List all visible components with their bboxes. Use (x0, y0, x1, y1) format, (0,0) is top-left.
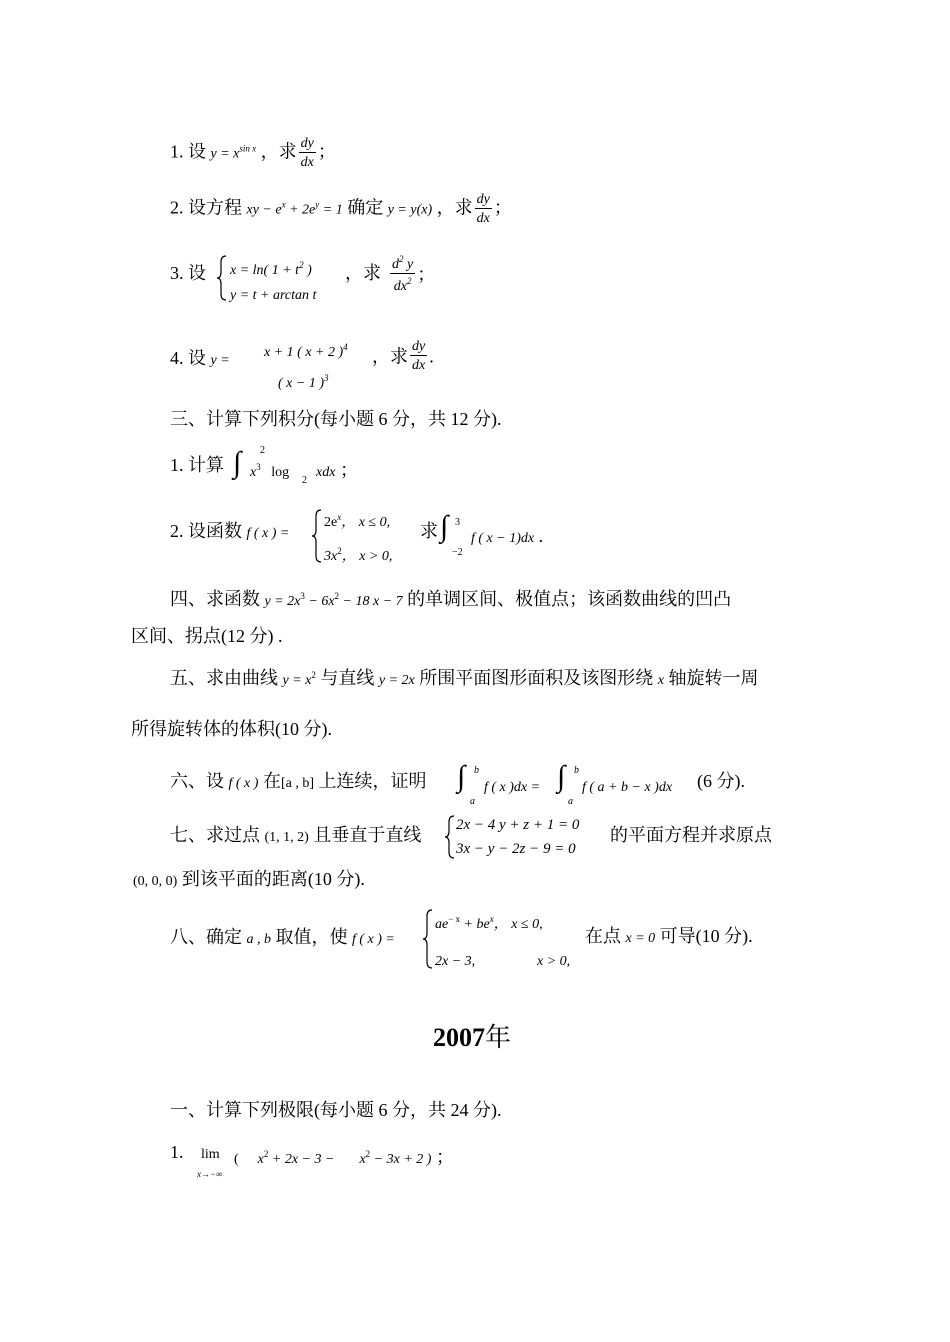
frac-denominator: dx (476, 211, 490, 226)
condition: ， x ≤ 0, (341, 515, 391, 530)
condition: ， x > 0, (341, 549, 393, 564)
word: 确定 (347, 197, 384, 218)
problem-lead: 设 (188, 348, 206, 368)
exponent: sin x (239, 143, 257, 154)
math-expr: y = y(x) (387, 202, 433, 218)
exponent: 3 (256, 462, 261, 472)
limit-body (234, 1148, 454, 1167)
cases-row-1 (435, 913, 543, 932)
integral-lower: a (470, 796, 475, 807)
frac-numerator: d (392, 257, 399, 272)
section-5-line-2: 所得旋转体的体积(10 分). (131, 719, 332, 739)
exponent: 2 (337, 546, 342, 556)
integral-upper: 3 (455, 517, 460, 528)
section-7-line-1 (170, 826, 421, 845)
left-brace (444, 814, 456, 860)
problem-4-ask (372, 340, 434, 373)
math-expr: y = t + arctan t (230, 288, 317, 303)
frac-numerator: dy (300, 136, 314, 151)
math-expr: − 3x + 2 ) (370, 1152, 432, 1167)
punct: . (538, 526, 544, 546)
section-8-line-end (585, 927, 753, 946)
math-expr: − 18 x − 7 (339, 594, 403, 609)
exponent: 2 (365, 1149, 371, 1159)
math-expr: 3x (324, 549, 338, 564)
math-expr: f ( x )dx = (484, 780, 541, 795)
limit-subscript: x→−∞ (197, 1169, 223, 1179)
integral-body (471, 527, 543, 546)
math-expr: f ( x − 1)dx (471, 531, 535, 546)
math-expr: f ( x ) = (246, 526, 290, 541)
math-expr: f ( x ) = (352, 932, 395, 947)
problem-4-top (264, 341, 348, 360)
section-3-q1 (170, 456, 224, 474)
math-expr: f ( a + b − x )dx (582, 780, 673, 795)
problem-number: 1. (170, 455, 184, 475)
frac-denominator: dx (393, 279, 407, 294)
exponent: 3 (300, 591, 305, 601)
score-text: (6 分). (697, 771, 745, 791)
integral-sign: ∫ (457, 760, 466, 793)
fraction (390, 255, 415, 294)
section-7-line-2 (133, 870, 365, 889)
fraction (475, 193, 492, 226)
problem-lead: 设 (188, 263, 206, 283)
math-expr: x (657, 673, 664, 688)
math-expr: a , b (246, 932, 271, 947)
text: 轴旋转一周 (668, 668, 759, 688)
problem-number: 1. (170, 1142, 184, 1162)
exponent: x (489, 914, 494, 924)
frac-numerator: dy (476, 192, 490, 207)
math-expr: ae (435, 917, 449, 932)
text: 与直线 (320, 668, 375, 688)
text: 且垂直于直线 (313, 825, 422, 845)
text: 八、确定 (170, 927, 242, 947)
problem-number: 4. (170, 348, 184, 368)
punct: ； (339, 460, 358, 480)
exponent: 2 (311, 670, 316, 680)
problem-number: 2. (170, 521, 184, 541)
punct: . (429, 346, 434, 367)
math-expr: x (257, 1152, 264, 1167)
year-suffix: 年 (485, 1023, 512, 1052)
math-expr: x (250, 465, 257, 480)
cases-row-2 (435, 950, 475, 969)
integral-upper: b (474, 765, 479, 776)
cases-row-2 (230, 284, 316, 303)
text: 的单调区间、极值点；该函数曲线的凹凸 (407, 589, 732, 609)
exponent: x (281, 199, 286, 210)
math-expr: = 1 (319, 202, 343, 218)
math-expr: [a , b] (280, 776, 314, 791)
next-section-title: 一、计算下列极限(每小题 6 分，共 24 分). (170, 1100, 502, 1120)
text: 所围平面图形面积及该图形绕 (419, 668, 654, 688)
exponent: 2 (399, 254, 404, 264)
text: 六、设 (170, 771, 224, 791)
problem-3-ask (345, 264, 381, 282)
ask-text: ，求 (345, 263, 381, 283)
section-6-line (170, 772, 426, 791)
math-expr: 2x − 3, (435, 954, 476, 969)
limit-text: lim (201, 1147, 220, 1162)
math-expr: 2e (324, 515, 338, 530)
math-expr: x = ln( 1 + t (230, 263, 300, 278)
cases-row-2-cond (537, 950, 570, 969)
integral-body (250, 461, 289, 480)
math-expr: x (359, 1152, 366, 1167)
section-4-line-2: 区间、拐点(12 分) . (131, 626, 283, 646)
system-eq-2: 3x − y − 2z − 9 = 0 (456, 841, 576, 857)
ask-text: ，求 (436, 197, 473, 218)
punct: ； (493, 197, 512, 218)
cases-row-1 (230, 259, 312, 278)
math-expr: y = (210, 353, 230, 368)
log-text: log (271, 465, 290, 480)
integral-sign: ∫ (557, 760, 566, 793)
problem-lead: 设函数 (188, 521, 242, 541)
problem-lead: 计算 (188, 455, 224, 475)
frac-numerator: dy (412, 339, 426, 354)
punct: ； (435, 1147, 454, 1167)
fraction (410, 340, 427, 373)
text: 可导(10 分). (659, 926, 753, 946)
left-brace (422, 908, 434, 970)
math-expr: + be (460, 917, 490, 932)
ask-text: ，求 (372, 346, 408, 367)
condition: x > 0, (537, 954, 571, 969)
integral-tail (316, 461, 358, 480)
section-8-line (170, 928, 395, 947)
integral-lhs (484, 776, 540, 795)
paren: ( (234, 1152, 239, 1167)
math-expr: ( x − 1 ) (278, 376, 324, 391)
text: 到该平面的距离(10 分). (181, 869, 365, 889)
section-3-q2 (170, 522, 289, 541)
log-subscript: 2 (302, 475, 307, 486)
frac-denominator: dx (300, 155, 314, 170)
integral-lower: a (568, 796, 573, 807)
ask-text: ，求 (260, 141, 297, 162)
problem-lead: 设方程 (188, 197, 242, 218)
problem-number: 1. (170, 141, 184, 162)
problem-number: 2. (170, 197, 184, 218)
exponent: 2 (263, 1149, 269, 1159)
ask-text: 求 (420, 521, 438, 541)
problem-4 (170, 349, 230, 368)
text: 取值，使 (275, 927, 348, 947)
integral-sign: ∫ (233, 446, 242, 479)
exponent: 2 (299, 260, 304, 270)
exponent: 2 (406, 276, 412, 286)
math-expr: + 2e (285, 202, 316, 218)
exponent: 3 (324, 373, 329, 383)
math-expr: − 6x (304, 594, 335, 609)
exponent: 2 (334, 591, 340, 601)
year-heading (433, 1017, 511, 1054)
math-expr: + 2x − 3 − (268, 1152, 335, 1167)
math-expr: xdx (316, 465, 336, 480)
cases-row-2 (324, 545, 392, 564)
fraction (299, 137, 316, 170)
section-7-line-1-end: 的平面方程并求原点 (610, 825, 772, 845)
section-4-line-1 (170, 590, 731, 609)
math-expr: y = x (210, 146, 240, 162)
frac-numerator: y (403, 257, 414, 272)
exponent: x (337, 512, 342, 522)
math-expr: y = 2x (378, 673, 415, 688)
text: 在点 (585, 926, 621, 946)
problem-lead: 设 (188, 141, 206, 162)
math-expr: (0, 0, 0) (133, 874, 178, 889)
next-q1 (170, 1143, 184, 1161)
exponent: y (315, 199, 320, 210)
condition: ， x ≤ 0, (493, 917, 543, 932)
problem-2 (170, 193, 512, 226)
year-number: 2007 (433, 1023, 485, 1052)
punct: ； (317, 141, 336, 162)
text: 五、求由曲线 (170, 668, 278, 688)
problem-3 (170, 264, 206, 282)
text: 七、求过点 (170, 825, 260, 845)
left-brace (311, 508, 323, 564)
integral-sign: ∫ (440, 510, 449, 543)
punct: ； (417, 264, 436, 285)
cases-row-1 (324, 511, 390, 530)
math-expr: y = x (282, 673, 312, 688)
section-5-line-1 (170, 669, 758, 688)
integral-lower: −2 (452, 547, 463, 558)
math-expr: x + 1 ( x + 2 ) (264, 345, 344, 360)
frac-denominator: dx (412, 358, 426, 373)
math-expr: (1, 1, 2) (264, 830, 309, 845)
problem-1 (170, 137, 336, 170)
integral-upper: 2 (260, 445, 265, 456)
math-expr: f ( x ) (228, 776, 259, 791)
problem-4-bottom (278, 372, 329, 391)
exponent: 4 (343, 342, 348, 352)
math-expr: xy − e (246, 202, 282, 218)
exponent: − x (448, 914, 461, 924)
problem-3-frac (388, 255, 435, 294)
integral-rhs (582, 776, 672, 795)
math-expr: ) (303, 263, 312, 278)
text: 在 (262, 771, 281, 791)
left-brace (216, 254, 228, 302)
math-expr: x = 0 (625, 931, 656, 946)
problem-number: 3. (170, 263, 184, 283)
text: 上连续，证明 (318, 771, 427, 791)
system-eq-1: 2x − 4 y + z + 1 = 0 (456, 817, 580, 833)
math-expr: y = 2x (264, 594, 301, 609)
integral-upper: b (574, 765, 579, 776)
section-3-title: 三、计算下列积分(每小题 6 分，共 12 分). (170, 409, 502, 429)
text: 四、求函数 (170, 589, 260, 609)
